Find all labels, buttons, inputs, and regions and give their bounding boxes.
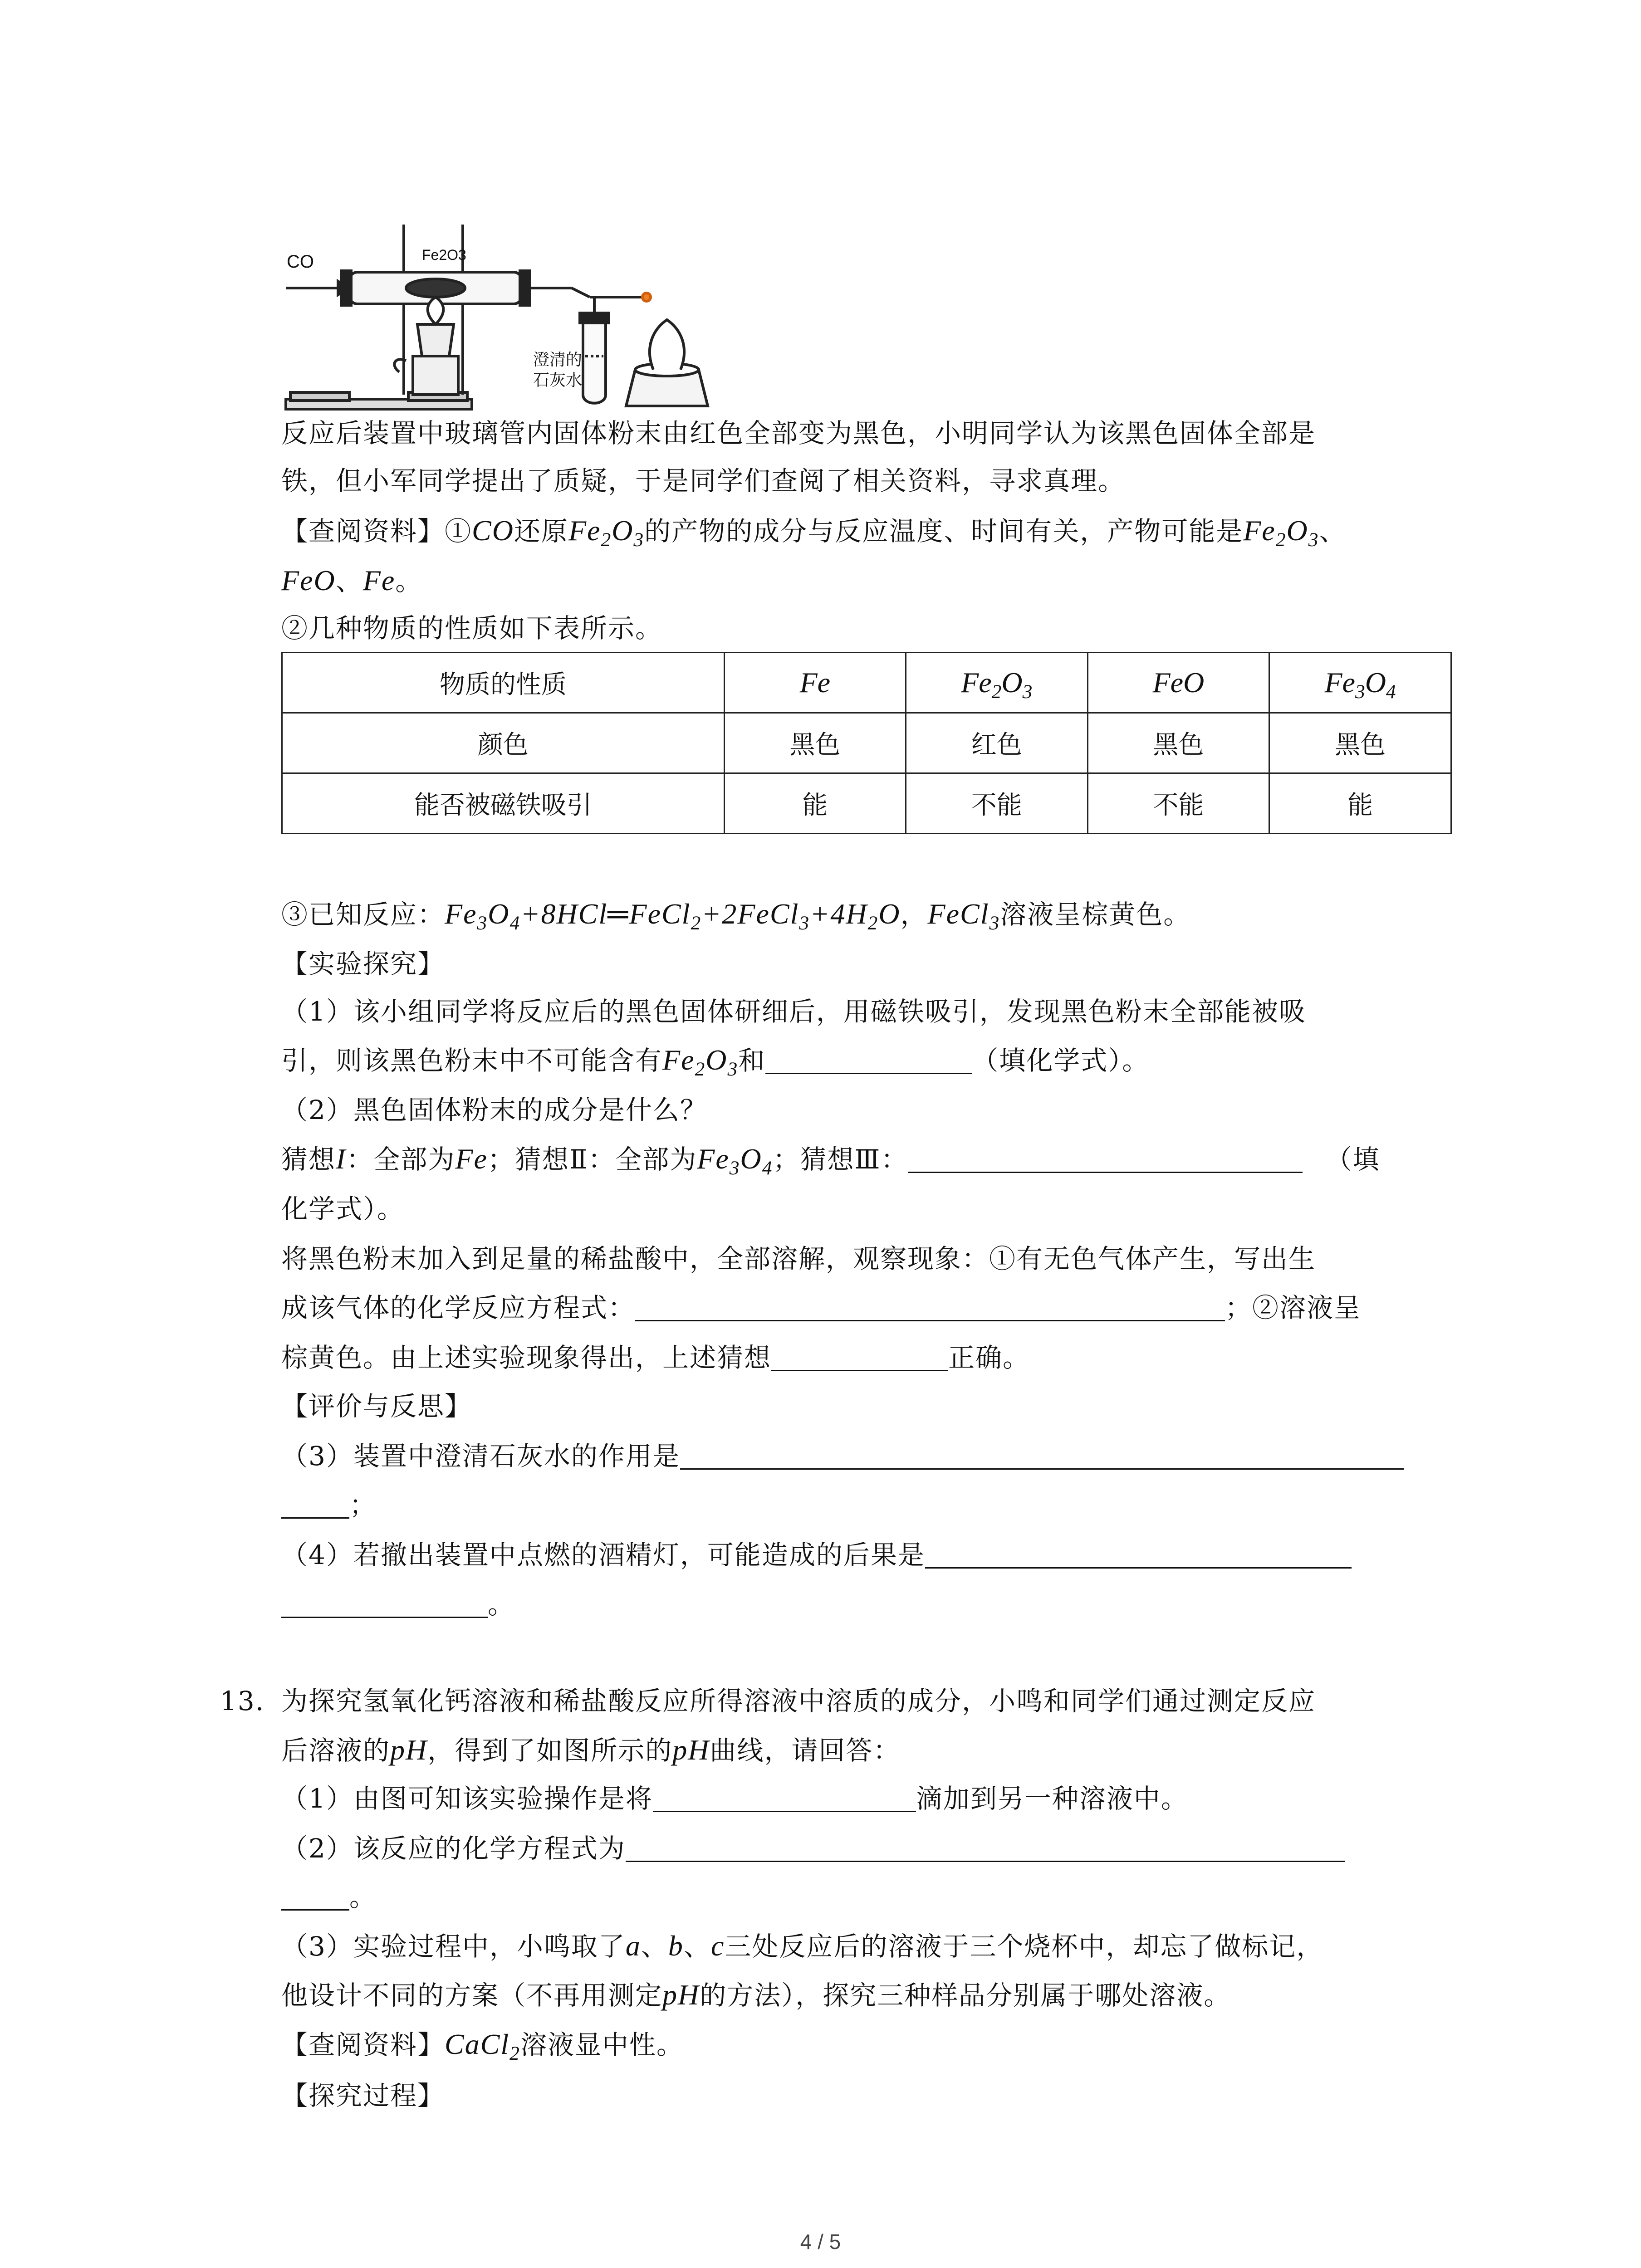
q13-part3-line1: （3）实验过程中，小鸣取了a、b、c三处反应后的溶液于三个烧杯中，却忘了做标记，	[281, 1930, 1324, 1962]
q12-reference-1: 【查阅资料】①CO还原$Fe_2O_3$的产物的成分与反应温度、时间有关，产物可能是$Fe_2O_3$、	[281, 514, 1347, 551]
table-row	[282, 773, 1451, 834]
q13-part2-cont: 。	[281, 1879, 377, 1915]
table-cell: 红色	[906, 713, 1087, 773]
table-cell: 黑色	[1269, 713, 1451, 773]
q12-explore-heading: 【实验探究】	[281, 948, 445, 979]
table-cell: 不能	[1087, 773, 1269, 834]
page-number: 4 / 5	[800, 2230, 841, 2253]
fe2o3-label: Fe2O3	[422, 247, 466, 263]
answer-blank[interactable]	[680, 1442, 1404, 1470]
q12-reference-1-cont: FeO、Fe。	[281, 564, 423, 596]
answer-blank[interactable]	[908, 1145, 1303, 1173]
q12-reference-2: ②几种物质的性质如下表所示。	[281, 613, 663, 644]
table-cell: 不能	[906, 773, 1087, 834]
q12-part4-cont: 。	[281, 1586, 515, 1623]
answer-blank[interactable]	[765, 1046, 972, 1074]
q12-part3: （3）装置中澄清石灰水的作用是	[281, 1438, 1404, 1474]
limewater-label-2: 石灰水	[533, 371, 583, 390]
table-header-label: 物质的性质	[282, 653, 725, 713]
table-cell: 黑色	[1087, 713, 1269, 773]
q12-reference-3: ③已知反应：$Fe_3O_4+8HCl═FeCl_2+2FeCl_3+4H_2O$，FeCl$_3$溶液呈棕黄色。	[281, 898, 1191, 934]
q12-part1-line2: 引，则该黑色粉末中不可能含有$Fe_2O_3$和 （填化学式）。	[281, 1044, 1150, 1080]
q12-intro-line-1: 反应后装置中玻璃管内固体粉末由红色全部变为黑色，小明同学认为该黑色固体全部是	[281, 418, 1316, 449]
table-header-fe3o4: $Fe_3O_4$	[1269, 653, 1451, 713]
table-cell: 能	[1269, 773, 1451, 834]
q12-part2-observe-3: 棕黄色。由上述实验现象得出，上述猜想 正确。	[281, 1342, 1030, 1373]
q12-part2-guesses: 猜想I：全部为Fe；猜想Ⅱ：全部为$Fe_3O_4$；猜想Ⅲ： （填	[281, 1143, 1380, 1179]
q12-part2-observe-2: 成该气体的化学反应方程式： ；②溶液呈	[281, 1292, 1362, 1323]
q13-line1: 为探究氢氧化钙溶液和稀盐酸反应所得溶液中溶质的成分，小鸣和同学们通过测定反应	[281, 1686, 1316, 1716]
table-cell: 黑色	[724, 713, 906, 773]
table-header-row	[282, 653, 1451, 713]
q13-reference: 【查阅资料】CaCl$_2$溶液显中性。	[281, 2028, 684, 2065]
co-label: CO	[287, 252, 314, 272]
q13-number: 13.	[220, 1686, 265, 1716]
table-row-label: 能否被磁铁吸引	[282, 773, 725, 834]
table-cell: 能	[724, 773, 906, 834]
answer-blank[interactable]	[281, 1883, 349, 1911]
q12-part1-line1: （1）该小组同学将反应后的黑色固体研细后，用磁铁吸引，发现黑色粉末全部能被吸	[281, 996, 1306, 1027]
table-row-label: 颜色	[282, 713, 725, 773]
answer-blank[interactable]	[653, 1784, 916, 1812]
q12-part2-guesses-cont: 化学式）。	[281, 1193, 405, 1224]
q13-process-heading: 【探究过程】	[281, 2080, 445, 2111]
q13-part1: （1）由图可知该实验操作是将 滴加到另一种溶液中。	[281, 1783, 1188, 1814]
q12-part2-observe-1: 将黑色粉末加入到足量的稀盐酸中，全部溶解，观察现象：①有无色气体产生，写出生	[281, 1243, 1316, 1274]
table-header-feo: FeO	[1087, 653, 1269, 713]
q12-eval-heading: 【评价与反思】	[281, 1391, 472, 1422]
q13-line2: 后溶液的pH，得到了如图所示的pH曲线，请回答：	[281, 1734, 901, 1766]
q12-part2-line1: （2）黑色固体粉末的成分是什么？	[281, 1095, 707, 1125]
q12-part4: （4）若撤出装置中点燃的酒精灯，可能造成的后果是	[281, 1537, 1352, 1573]
q13-part3-line2: 他设计不同的方案（不再用测定pH的方法），探究三种样品分别属于哪处溶液。	[281, 1979, 1231, 2011]
answer-blank[interactable]	[635, 1294, 1225, 1321]
properties-table	[281, 652, 1452, 834]
table-header-fe2o3: $Fe_2O_3$	[906, 653, 1087, 713]
table-row	[282, 713, 1451, 773]
answer-blank[interactable]	[626, 1834, 1345, 1862]
limewater-label-1: 澄清的	[533, 351, 583, 369]
table-header-fe: Fe	[724, 653, 906, 713]
q13-part2: （2）该反应的化学方程式为	[281, 1830, 1345, 1867]
co-reduction-apparatus-figure	[281, 220, 735, 415]
q12-part3-cont: ；	[281, 1487, 377, 1523]
answer-blank[interactable]	[925, 1541, 1352, 1569]
answer-blank[interactable]	[281, 1590, 488, 1618]
answer-blank[interactable]	[771, 1344, 948, 1371]
q12-intro-line-2: 铁，但小军同学提出了质疑，于是同学们查阅了相关资料，寻求真理。	[281, 465, 1126, 496]
answer-blank[interactable]	[281, 1491, 349, 1519]
